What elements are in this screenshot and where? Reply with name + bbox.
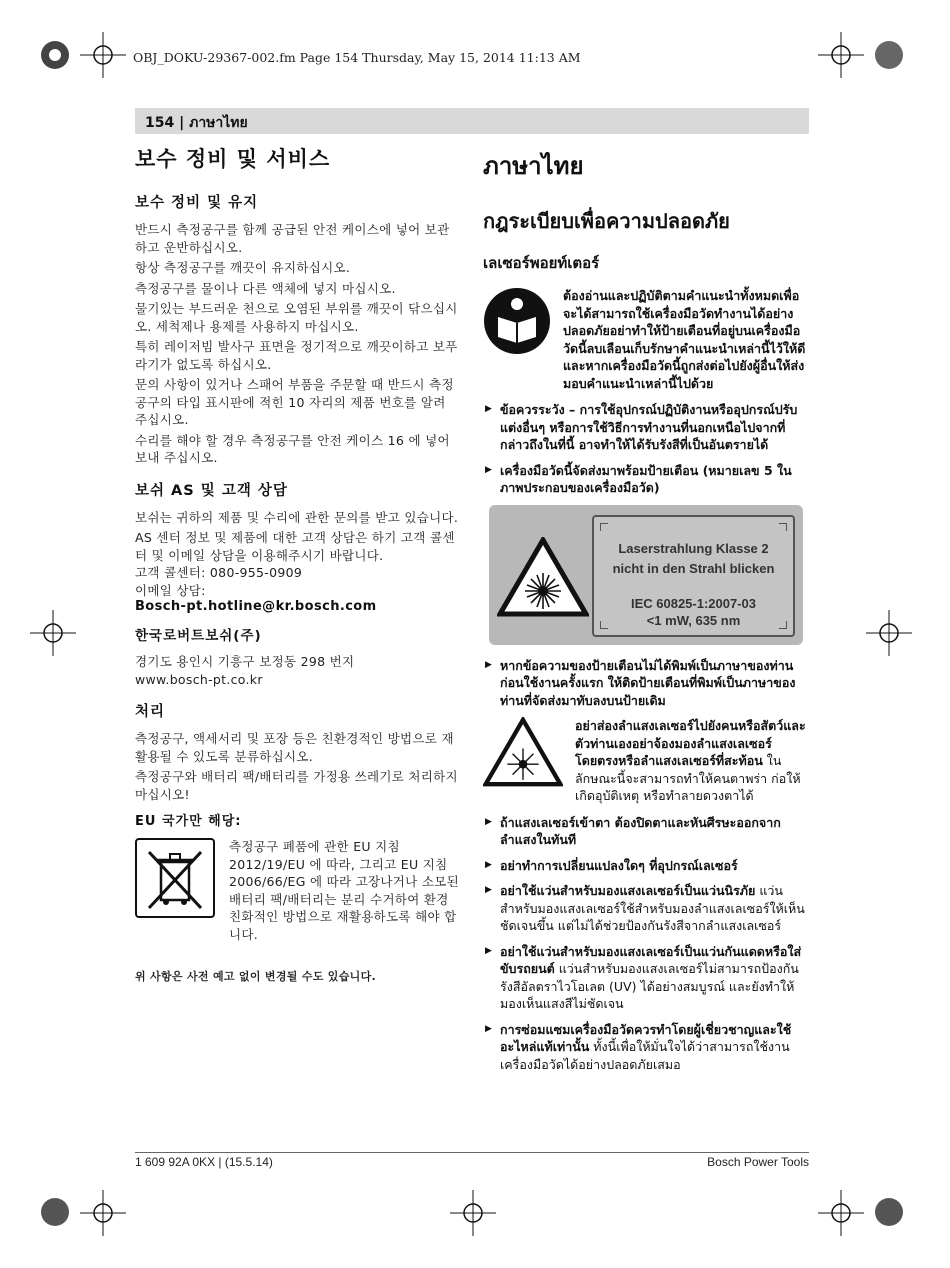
thai-title: ภาษาไทย	[483, 152, 584, 180]
weee-text: 측정공구 폐품에 관한 EU 지침 2012/19/EU 에 따라, 그리고 EU 지침 2006/66/EG 에 따라 고장나거나 소모된 배터리 팩/배터리는 분리 수거하여 환경 친화적인 방법으로 재활용하도록 해야 합니다.	[229, 839, 459, 942]
laser-warning-text: nicht in den Strahl blicken	[612, 560, 775, 576]
intro-text: ต้องอ่านและปฏิบัติตามคำแนะนำทั้งหมดเพื่อจะได้สามารถใช้เครื่องมือวัดทำงานได้อย่างปลอดภัยอย่าทำให้ป้ายเตือนที่อยู่บนเครื่องมือวัดนี้ลบเลือนเก็บรักษาคำแนะนำเหล่านี้ไว้ให้ดี และหากเครื่องมือวัดนี้ถูกส่งต่อไปยังผู้อื่นให้ส่งมอบคำแนะนำเหล่านี้ไปด้วย	[563, 288, 806, 391]
hotline-number: 고객 콜센터: 080-955-0909	[135, 565, 303, 580]
bullet-item: ▶ การซ่อมแซมเครื่องมือวัดควรทำโดยผู้เชี่ยวชาญและใช้อะไหล่แท้เท่านั้น ทั้งนี้เพื่อให้มั่นใจได้ว่าสามารถใช้งานเครื่องมือวัดได้อย่างปลอดภัยเสมอ	[483, 1021, 810, 1074]
registration-mark-icon	[818, 32, 864, 78]
bullet-item: ▶ หากข้อความของป้ายเตือนไม่ได้พิมพ์เป็นภาษาของท่าน ก่อนใช้งานครั้งแรก ให้ติดป้ายเตือนที่พิมพ์เป็นภาษาของท่านที่จัดส่งมาทับลงบนป้ายเดิม	[483, 657, 810, 710]
page-header	[135, 108, 809, 134]
bullet-item: ▶ อย่าใช้แว่นสำหรับมองแสงเลเซอร์เป็นแว่นนิรภัย แว่นสำหรับมองแสงเลเซอร์ใช้สำหรับมองลำแสงเลเซอร์ให้เห็นชัดเจนขึ้น แต่ไม่ได้ช่วยป้องกันรังสีจากลำแสงเลเซอร์	[483, 882, 810, 935]
hotline-email: Bosch-pt.hotline@kr.bosch.com	[135, 599, 377, 614]
registration-mark-icon	[80, 1190, 126, 1236]
crop-circle-icon	[40, 40, 70, 70]
email-label: 이메일 상담:	[135, 582, 206, 598]
bullet-item: ▶ ข้อควรระวัง – การใช้อุปกรณ์ปฏิบัติงานหรืออุปกรณ์ปรับแต่งอื่นๆ หรือการใช้วิธีการทำงานที่นอกเหนือไปจากที่กล่าวถึงในที่นี้ อาจทำให้ได้รับรังสีที่เป็นอันตรายได้	[483, 401, 810, 454]
address: 경기도 용인시 기흥구 보정동 298 번지	[135, 654, 355, 669]
paragraph: 보쉬는 귀하의 제품 및 수리에 관한 문의를 받고 있습니다.	[135, 509, 459, 525]
laser-standard-text: IEC 60825-1:2007-03	[630, 595, 757, 611]
paragraph: 문의 사항이 있거나 스패어 부품을 주문할 때 반드시 측정공구의 타입 표시판에 적힌 10 자리의 제품 번호를 알려 주십시오.	[135, 377, 454, 427]
bullet-item: ▶ เครื่องมือวัดนี้จัดส่งมาพร้อมป้ายเตือน (หมายเลข 5 ในภาพประกอบของเครื่องมือวัด)	[483, 462, 810, 497]
paragraph: 특히 레이저빔 발사구 표면을 정기적으로 깨끗이하고 보푸라기가 없도록 하십시오.	[135, 339, 458, 372]
paragraph: 반드시 측정공구를 함께 공급된 안전 케이스에 넣어 보관하고 운반하십시오.	[135, 222, 450, 255]
paragraph: 측정공구를 물이나 다른 액체에 넣지 마십시오.	[135, 280, 396, 296]
laser-warning-label	[489, 505, 803, 645]
crop-circle-icon	[40, 1197, 70, 1227]
korean-section2-heading: 보쉬 AS 및 고객 상담	[135, 482, 288, 499]
crossed-out-bin-icon	[135, 838, 215, 918]
laser-power-text: <1 mW, 635 nm	[646, 612, 741, 628]
laser-warning-icon	[497, 537, 589, 617]
paragraph: 물기있는 부드러운 천으로 오염된 부위를 깨끗이 닦으십시오. 세척제나 용제를 사용하지 마십시오.	[135, 301, 458, 334]
paragraph: 수리를 해야 할 경우 측정공구를 안전 케이스 16 에 넣어 보내 주십시오.	[135, 432, 450, 465]
korean-section3-heading: 한국로버트보쉬(주)	[135, 628, 262, 644]
crop-circle-icon	[874, 1197, 904, 1227]
laser-label-text-box	[592, 515, 795, 637]
registration-mark-icon	[866, 610, 912, 656]
thai-safety-heading: กฎระเบียบเพื่อความปลอดภัย	[483, 209, 730, 233]
paragraph: 측정공구와 배터리 팩/배터리를 가정용 쓰레기로 처리하지 마십시오!	[135, 769, 458, 802]
footer-part-number: 1 609 92A 0KX | (15.5.14)	[135, 1155, 273, 1169]
read-manual-block	[483, 287, 810, 392]
paragraph: AS 센터 정보 및 제품에 대한 고객 상담은 하기 고객 콜센터 및 이메일 상담을 이용해주시기 바랍니다.	[135, 530, 455, 563]
read-manual-icon	[483, 287, 551, 355]
bullet-item: ▶ อย่าใช้แว่นสำหรับมองแสงเลเซอร์เป็นแว่นกันแดดหรือใส่ขับรถยนต์ แว่นสำหรับมองแสงเลเซอร์ไม่สามารถป้องกันรังสีอัลตราไวโอเลต (UV) ได้อย่างสมบูรณ์ และยังทำให้มองเห็นแสงสีไม่ชัดเจน	[483, 943, 810, 1013]
laser-caution-text: อย่าส่องลำแสงเลเซอร์ไปยังคนหรือสัตว์และตัวท่านเองอย่าจ้องมองลำแสงเลเซอร์โดยตรงหรือลำแสงเลเซอร์ที่สะท้อน ในลักษณะนี้จะสามารถทำให้คนตาพร่า ก่อให้เกิดอุบัติเหตุ หรือทำลายดวงตาได้	[575, 718, 806, 803]
paragraph: 항상 측정공구를 깨끗이 유지하십시오.	[135, 260, 351, 275]
registration-mark-icon	[30, 610, 76, 656]
crop-circle-icon	[874, 40, 904, 70]
paragraph: 측정공구, 액세서리 및 포장 등은 친환경적인 방법으로 재활용될 수 있도록 분류하십시오.	[135, 731, 454, 764]
registration-mark-icon	[80, 32, 126, 78]
weee-block	[135, 838, 461, 946]
website: www.bosch-pt.co.kr	[135, 671, 263, 687]
change-notice: 위 사항은 사전 예고 없이 변경될 수도 있습니다.	[135, 970, 376, 983]
footer-divider	[135, 1152, 809, 1153]
thai-column	[483, 146, 810, 1081]
page-header-label: 154 | ภาษาไทย	[145, 115, 248, 131]
registration-mark-icon	[450, 1190, 496, 1236]
korean-title: 보수 정비 및 서비스	[135, 147, 331, 171]
laser-class-text: Laserstrahlung Klasse 2	[618, 540, 769, 556]
korean-section1-heading: 보수 정비 및 유지	[135, 195, 259, 211]
laser-caution-block	[483, 717, 810, 805]
thai-laser-heading: เลเซอร์พอยท์เตอร์	[483, 254, 600, 272]
bullet-item: ▶ อย่าทำการเปลี่ยนแปลงใดๆ ที่อุปกรณ์เลเซอร์	[483, 857, 810, 875]
laser-warning-icon	[483, 717, 563, 787]
footer-brand: Bosch Power Tools	[707, 1155, 809, 1169]
korean-column	[135, 143, 461, 989]
registration-mark-icon	[818, 1190, 864, 1236]
bullet-item: ▶ ถ้าแสงเลเซอร์เข้าตา ต้องปิดตาและหันศีรษะออกจากลำแสงในทันที	[483, 814, 810, 849]
korean-section5-heading: EU 국가만 해당:	[135, 814, 242, 829]
korean-section4-heading: 처리	[135, 704, 166, 720]
prepress-slug: OBJ_DOKU-29367-002.fm Page 154 Thursday, May 15, 2014 11:13 AM	[133, 50, 581, 65]
